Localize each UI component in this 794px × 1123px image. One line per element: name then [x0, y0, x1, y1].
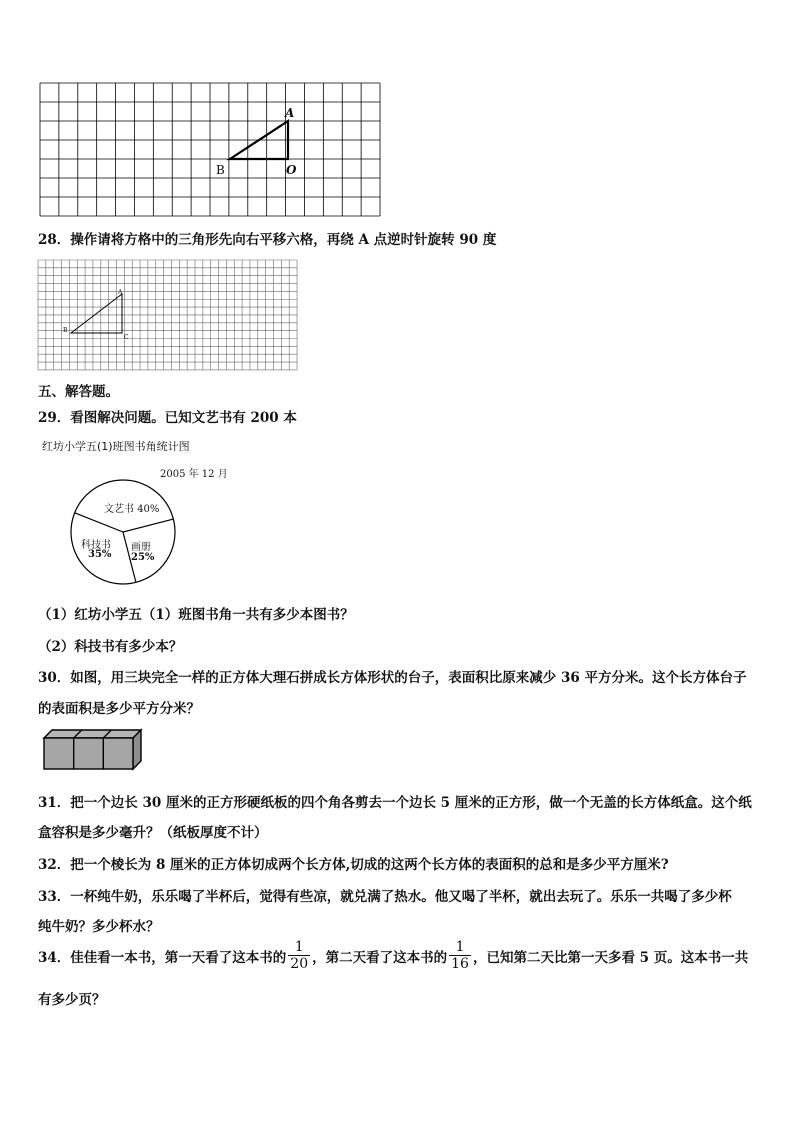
question-30-line2: 的表面积是多少平方分米？	[38, 701, 200, 717]
question-32: 32．把一个棱长为 8 厘米的正方体切成两个长方体,切成的这两个长方体的表面积的总和是多少平方厘米?	[38, 857, 669, 873]
question-29-sub1: （1）红坊小学五（1）班图书角一共有多少本图书？	[38, 607, 354, 623]
point-label-b: B	[216, 163, 225, 177]
section-title: 五、解答题。	[38, 384, 119, 400]
fraction-2-denominator: 16	[451, 955, 469, 972]
question-33-line2: 纯牛奶？多少杯水？	[38, 919, 160, 935]
fraction-2-numerator: 1	[455, 939, 465, 955]
question-31-line2: 盒容积是多少毫升？（纸板厚度不计）	[38, 825, 268, 841]
point-label-c2: C	[124, 334, 129, 341]
fraction-1-numerator: 1	[294, 939, 304, 955]
pie-label-huace-value: 25%	[131, 552, 155, 563]
pie-label-wenyi: 文艺书 40%	[104, 504, 160, 515]
question-34-line2: 有多少页？	[38, 992, 106, 1008]
question-34-part3: ，已知第二天比第一天多看 5 页。这本书一共	[472, 949, 749, 966]
question-34-part1: 34．佳佳看一本书，第一天看了这本书的	[38, 949, 287, 966]
chart-date: 2005 年 12 月	[160, 469, 228, 480]
point-label-o: O	[286, 163, 297, 177]
question-34-part2: ，第二天看了这本书的	[312, 949, 448, 966]
fraction-1-16	[449, 940, 471, 971]
pie-label-keji-name: 科技书	[81, 540, 111, 551]
grid-figure-2	[0, 0, 794, 380]
question-29: 29．看图解决问题。已知文艺书有 200 本	[38, 410, 297, 426]
fraction-1-20	[288, 940, 310, 971]
pie-label-huace-name: 画册	[131, 542, 151, 553]
question-33-line1: 33．一杯纯牛奶，乐乐喝了半杯后，觉得有些凉，就兑满了热水。他又喝了半杯，就出去玩了。乐乐一共喝了多少杯	[38, 889, 732, 905]
point-label-a2: A	[118, 289, 123, 296]
question-31-line1: 31．把一个边长 30 厘米的正方形硬纸板的四个角各剪去一个边长 5 厘米的正方形，做一个无盖的长方体纸盒。这个纸	[38, 795, 752, 811]
question-29-sub2: （2）科技书有多少本？	[38, 639, 183, 655]
question-28: 28．操作请将方格中的三角形先向右平移六格，再绕 A 点逆时针旋转 90 度	[38, 232, 497, 248]
question-30-line1: 30．如图，用三块完全一样的正方体大理石拼成长方体形状的台子，表面积比原来减少 36 平方分米。这个长方体台子	[38, 670, 747, 686]
pie-chart	[70, 479, 176, 585]
point-label-a: A	[285, 106, 295, 120]
pie-label-keji-value: 35%	[88, 549, 112, 560]
fraction-1-denominator: 20	[290, 955, 309, 972]
grid-2-lines	[38, 260, 297, 370]
question-34-line1	[38, 940, 748, 971]
point-label-b2: B	[63, 327, 68, 334]
three-cubes-figure	[44, 730, 144, 772]
chart-title: 红坊小学五(1)班图书角统计图	[42, 440, 190, 453]
triangle-abc	[71, 294, 122, 333]
